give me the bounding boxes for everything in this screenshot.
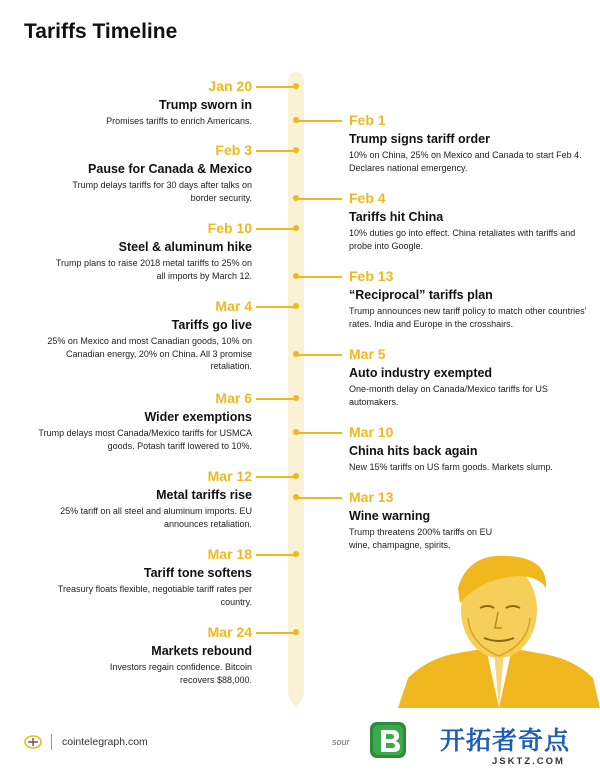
footer-source-label: sour xyxy=(332,737,350,747)
connector-line xyxy=(256,306,296,308)
timeline-dot xyxy=(293,395,299,401)
timeline-event-mar-5 xyxy=(349,346,589,408)
event-date: Feb 4 xyxy=(349,190,386,206)
event-description: New 15% tariffs on US farm goods. Markets slump. xyxy=(349,462,553,472)
event-headline: Trump sworn in xyxy=(158,98,252,112)
event-headline: Pause for Canada & Mexico xyxy=(88,162,252,176)
connector-line xyxy=(256,228,296,230)
connector-line xyxy=(256,554,296,556)
event-date: Mar 6 xyxy=(215,390,252,406)
connector-line xyxy=(296,198,342,200)
event-description: Treasury floats flexible, negotiable tariff rates per country. xyxy=(57,584,252,607)
connector-line xyxy=(296,276,342,278)
timeline-dot xyxy=(293,351,299,357)
timeline-dot xyxy=(293,147,299,153)
event-description: 25% on Mexico and most Canadian goods, 10% on Canadian energy, 20% on China. All 3 promise retaliation. xyxy=(47,336,252,371)
event-headline: Tariff tone softens xyxy=(143,566,252,580)
event-date: Mar 13 xyxy=(349,489,394,505)
event-headline: Trump signs tariff order xyxy=(349,132,490,146)
timeline-event-mar-13 xyxy=(349,489,589,551)
connector-line xyxy=(296,120,342,122)
timeline-event-feb-10 xyxy=(0,220,252,282)
timeline-event-mar-4 xyxy=(0,298,252,373)
watermark-banner xyxy=(360,716,600,775)
event-headline: Metal tariffs rise xyxy=(156,488,252,502)
timeline-event-feb-1 xyxy=(349,112,589,174)
footer-site-link[interactable]: cointelegraph.com xyxy=(62,736,148,748)
event-headline: China hits back again xyxy=(349,444,478,458)
event-description: 10% on China, 25% on Mexico and Canada to start Feb 4. Declares national emergency. xyxy=(349,150,582,173)
event-date: Mar 10 xyxy=(349,424,394,440)
connector-line xyxy=(256,476,296,478)
event-date: Mar 24 xyxy=(207,624,252,640)
event-headline: Tariffs go live xyxy=(171,318,252,332)
portrait-illustration xyxy=(398,548,600,708)
event-date: Mar 12 xyxy=(207,468,252,484)
timeline-event-feb-3 xyxy=(0,142,252,204)
timeline-dot xyxy=(293,494,299,500)
connector-line xyxy=(256,398,296,400)
timeline-event-mar-6 xyxy=(0,390,252,452)
event-description: Promises tariffs to enrich Americans. xyxy=(106,116,252,126)
event-headline: Auto industry exempted xyxy=(349,366,493,380)
event-headline: Markets rebound xyxy=(151,644,252,658)
event-date: Mar 5 xyxy=(349,346,386,362)
event-date: Feb 10 xyxy=(207,220,252,236)
timeline-dot xyxy=(293,551,299,557)
event-date: Mar 4 xyxy=(215,298,252,314)
timeline-event-mar-18 xyxy=(0,546,252,608)
cointelegraph-logo-icon xyxy=(24,735,42,749)
event-headline: Tariffs hit China xyxy=(349,210,444,224)
watermark-title: 开拓者奇点 xyxy=(440,727,571,755)
event-date: Mar 18 xyxy=(207,546,252,562)
watermark-subtitle: JSKTZ.COM xyxy=(492,756,565,767)
event-headline: “Reciprocal” tariffs plan xyxy=(349,288,493,302)
event-headline: Steel & aluminum hike xyxy=(118,240,252,254)
event-description: 10% duties go into effect. China retaliates with tariffs and probe into Google. xyxy=(349,228,576,251)
event-headline: Wider exemptions xyxy=(144,410,252,424)
timeline-event-mar-12 xyxy=(0,468,252,530)
event-description: Investors regain confidence. Bitcoin recovers $88,000. xyxy=(109,662,252,685)
event-description: Trump delays most Canada/Mexico tariffs for USMCA goods. Potash tariff lowered to 10%. xyxy=(38,428,252,451)
timeline-event-feb-13 xyxy=(349,268,589,330)
timeline-arrow xyxy=(288,697,304,707)
timeline-dot xyxy=(293,117,299,123)
event-date: Feb 13 xyxy=(349,268,394,284)
connector-line xyxy=(296,432,342,434)
watermark-logo-icon xyxy=(368,720,408,760)
event-date: Feb 1 xyxy=(349,112,386,128)
event-date: Feb 3 xyxy=(215,142,252,158)
event-headline: Wine warning xyxy=(349,509,431,523)
timeline-event-jan-20 xyxy=(0,78,252,128)
event-description: 25% tariff on all steel and aluminum imports. EU announces retaliation. xyxy=(60,506,252,529)
timeline-dot xyxy=(293,225,299,231)
event-description: Trump delays tariffs for 30 days after talks on border security. xyxy=(72,180,252,203)
timeline-dot xyxy=(293,195,299,201)
timeline-event-feb-4 xyxy=(349,190,589,252)
timeline-spine xyxy=(288,72,304,700)
timeline-dot xyxy=(293,273,299,279)
event-description: One-month delay on Canada/Mexico tariffs for US automakers. xyxy=(349,384,548,407)
timeline-dot xyxy=(293,473,299,479)
event-date: Jan 20 xyxy=(208,78,252,94)
timeline-event-mar-10 xyxy=(349,424,589,474)
connector-line xyxy=(256,632,296,634)
event-description: Trump plans to raise 2018 metal tariffs to 25% on all imports by March 12. xyxy=(55,258,252,281)
timeline-dot xyxy=(293,303,299,309)
connector-line xyxy=(296,354,342,356)
connector-line xyxy=(256,86,296,88)
event-description: Trump threatens 200% tariffs on EU wine, champagne, spirits. xyxy=(349,527,493,550)
timeline-dot xyxy=(293,83,299,89)
page-title: Tariffs Timeline xyxy=(24,20,178,43)
timeline-dot xyxy=(293,629,299,635)
connector-line xyxy=(296,497,342,499)
footer-divider xyxy=(51,734,52,750)
timeline-event-mar-24 xyxy=(0,624,252,686)
connector-line xyxy=(256,150,296,152)
event-description: Trump announces new tariff policy to match other countries' rates. India and Europe in the crosshairs. xyxy=(349,306,587,329)
timeline-dot xyxy=(293,429,299,435)
